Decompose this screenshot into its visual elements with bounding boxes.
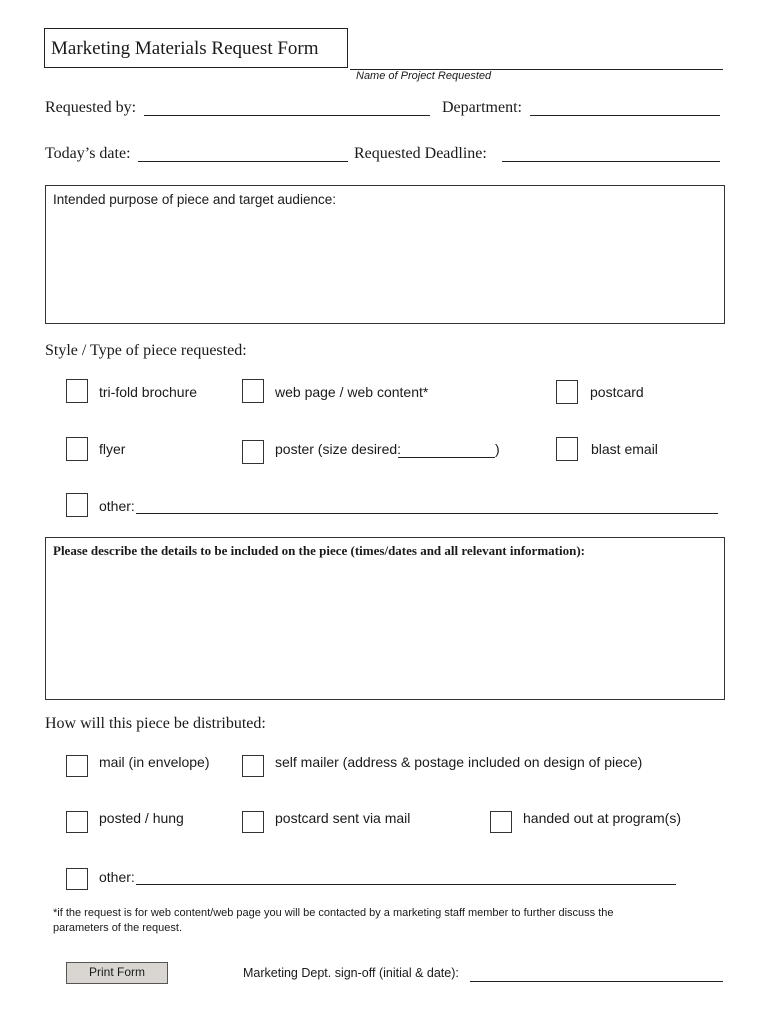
- project-name-caption: Name of Project Requested: [356, 70, 492, 82]
- details-textarea[interactable]: [45, 537, 725, 700]
- self-mailer-label: self mailer (address & postage included on design of piece): [275, 754, 643, 770]
- department-label: Department:: [442, 99, 522, 116]
- signoff-field[interactable]: [470, 981, 723, 982]
- poster-size-field[interactable]: [398, 457, 495, 458]
- poster-checkbox[interactable]: [242, 440, 264, 464]
- distribution-other-label: other:: [99, 869, 135, 885]
- poster-close-paren: ): [495, 441, 500, 457]
- blast-email-label: blast email: [591, 441, 658, 457]
- handed-out-checkbox[interactable]: [490, 811, 512, 833]
- posted-hung-checkbox[interactable]: [66, 811, 88, 833]
- flyer-label: flyer: [99, 441, 126, 457]
- web-page-checkbox[interactable]: [242, 379, 264, 403]
- poster-label: poster (size desired:: [275, 441, 402, 457]
- distribution-other-field[interactable]: [136, 884, 676, 885]
- requested-by-label: Requested by:: [45, 99, 137, 116]
- details-label: Please describe the details to be included on the piece (times/dates and all relevant information):: [53, 543, 585, 558]
- tri-fold-brochure-label: tri-fold brochure: [99, 384, 198, 400]
- purpose-label: Intended purpose of piece and target audience:: [53, 192, 336, 207]
- distribution-heading: How will this piece be distributed:: [45, 715, 266, 732]
- style-other-label: other:: [99, 498, 135, 514]
- posted-hung-label: posted / hung: [99, 810, 184, 826]
- todays-date-field[interactable]: [138, 161, 348, 162]
- footnote: [53, 906, 613, 936]
- mail-envelope-checkbox[interactable]: [66, 755, 88, 777]
- style-other-field[interactable]: [136, 513, 718, 514]
- mail-envelope-label: mail (in envelope): [99, 754, 210, 770]
- form-title: Marketing Materials Request Form: [44, 28, 348, 68]
- postcard-checkbox[interactable]: [556, 380, 578, 404]
- tri-fold-brochure-checkbox[interactable]: [66, 379, 88, 403]
- requested-deadline-label: Requested Deadline:: [354, 145, 487, 162]
- department-field[interactable]: [530, 115, 720, 116]
- print-form-button[interactable]: Print Form: [66, 962, 168, 984]
- distribution-other-checkbox[interactable]: [66, 868, 88, 890]
- handed-out-label: handed out at program(s): [523, 810, 681, 826]
- todays-date-label: Today’s date:: [45, 145, 131, 162]
- flyer-checkbox[interactable]: [66, 437, 88, 461]
- postcard-mail-checkbox[interactable]: [242, 811, 264, 833]
- footnote-line-2: parameters of the request.: [53, 922, 183, 934]
- blast-email-checkbox[interactable]: [556, 437, 578, 461]
- style-heading: Style / Type of piece requested:: [45, 342, 247, 359]
- style-other-checkbox[interactable]: [66, 493, 88, 517]
- signoff-label: Marketing Dept. sign-off (initial & date):: [243, 966, 459, 980]
- footnote-line-1: *if the request is for web content/web page you will be contacted by a marketing staff member to further discuss the: [53, 907, 614, 919]
- postcard-mail-label: postcard sent via mail: [275, 810, 411, 826]
- postcard-label: postcard: [590, 384, 644, 400]
- web-page-label: web page / web content*: [275, 384, 429, 400]
- self-mailer-checkbox[interactable]: [242, 755, 264, 777]
- requested-deadline-field[interactable]: [502, 161, 720, 162]
- requested-by-field[interactable]: [144, 115, 430, 116]
